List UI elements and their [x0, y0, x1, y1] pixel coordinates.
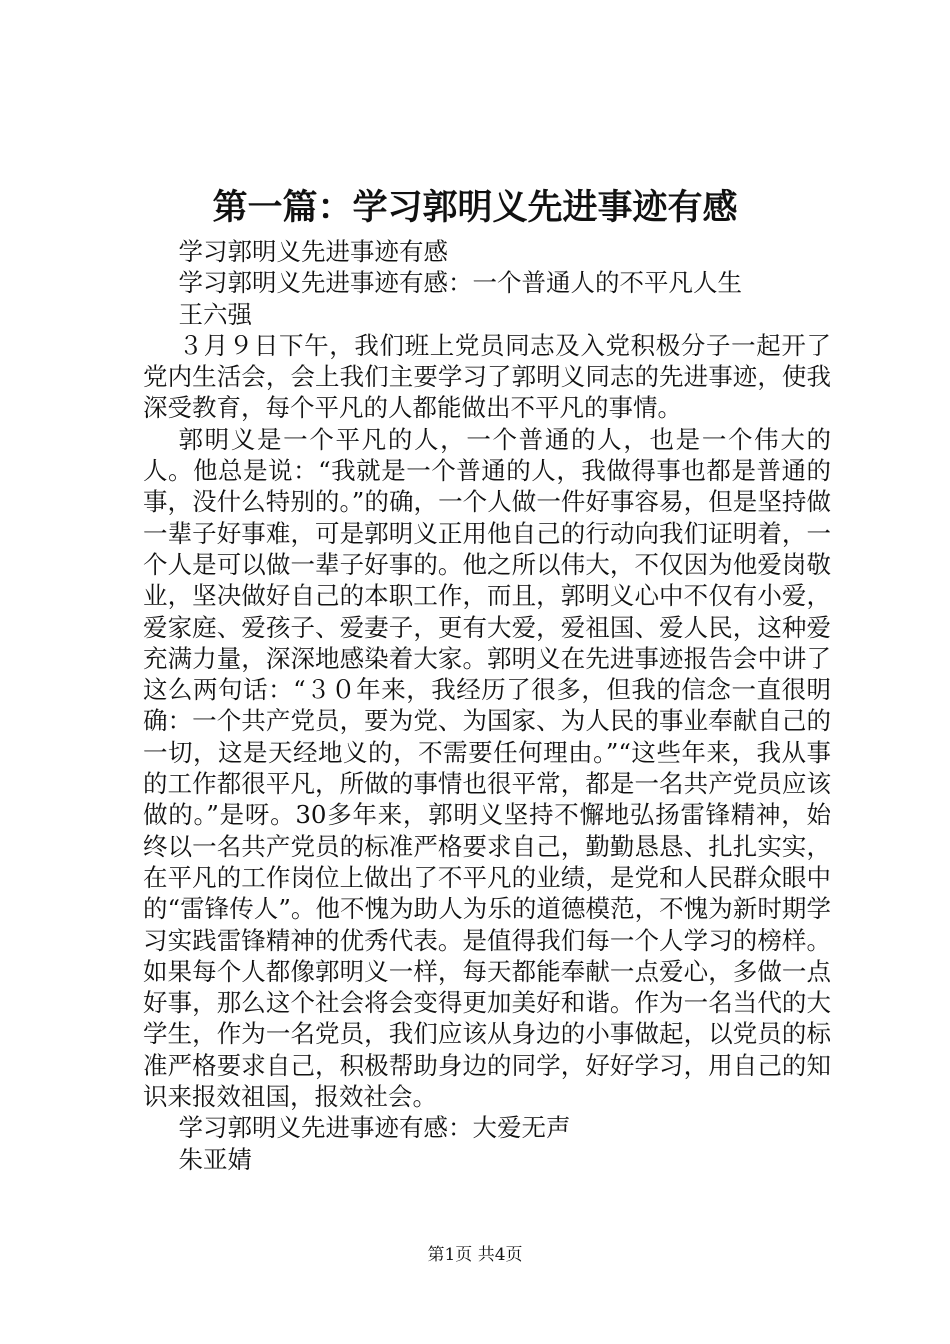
document-title: 第一篇：学习郭明义先进事迹有感	[212, 187, 738, 228]
subtitle-paragraph: 学习郭明义先进事迹有感	[178, 237, 449, 266]
body-paragraph-1: ３月９日下午，我们班上党员同志及入党积极分子一起开了党内生活会，会上我们主要学习了郭明义同志的先进事迹，使我深受教育，每个平凡的人都能做出不平凡的事情。	[143, 330, 831, 423]
article-heading-2: 学习郭明义先进事迹有感：大爱无声	[178, 1113, 571, 1143]
author-name-2: 朱亚婧	[178, 1144, 253, 1174]
body-paragraph-2: 郭明义是一个平凡的人，一个普通的人，也是一个伟大的人。他总是说：“我就是一个普通的人，我做得事也都是普通的事，没什么特别的。”的确，一个人做一件好事容易，但是坚持做一辈子好事难，可是郭明义正用他自己的行动向我们证明着，一个人是可以做一辈子好事的。他之所以伟大，不仅因为他爱岗敬业，坚决做好自己的本职工作，而且，郭明义心中不仅有小爱，爱家庭、爱孩子、爱妻子，更有大爱，爱祖国、爱人民，这种爱充满力量，深深地感染着大家。郭明义在先进事迹报告会中讲了这么两句话：“３０年来，我经历了很多，但我的信念一直很明确：一个共产党员，要为党、为国家、为人民的事业奉献自己的一切，这是天经地义的，不需要任何理由。”“这些年来，我从事的工作都很平凡，所做的事情也很平常，都是一名共产党员应该做的。”是呀。30多年来，郭明义坚持不懈地弘扬雷锋精神，始终以一名共产党员的标准严格要求自己，勤勤恳恳、扎扎实实，在平凡的工作岗位上做出了不平凡的业绩，是党和人民群众眼中的“雷锋传人”。他不愧为助人为乐的道德模范，不愧为新时期学习实践雷锋精神的优秀代表。是值得我们每一个人学习的榜样。如果每个人都像郭明义一样，每天都能奉献一点爱心，多做一点好事，那么这个社会将会变得更加美好和谐。作为一名当代的大学生，作为一名党员，我们应该从身边的小事做起，以党员的标准严格要求自己，积极帮助身边的同学，好好学习，用自己的知识来报效祖国，报效社会。	[143, 424, 831, 1112]
article-heading-1: 学习郭明义先进事迹有感：一个普通人的不平凡人生	[178, 268, 743, 298]
author-name-1: 王六强	[178, 299, 253, 329]
document-body	[143, 236, 831, 1175]
page-number-footer: 第1页 共4页	[427, 1245, 523, 1265]
